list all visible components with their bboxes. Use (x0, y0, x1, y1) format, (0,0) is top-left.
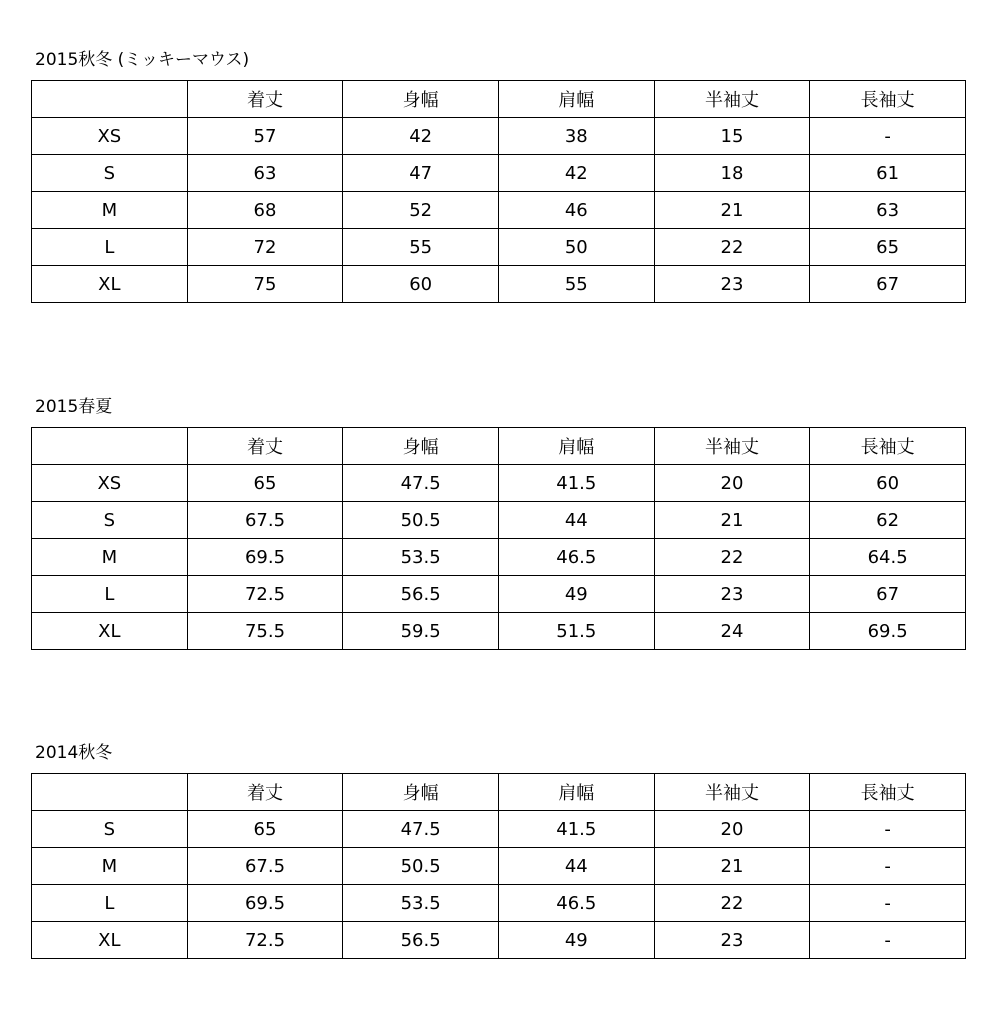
table-cell: 44 (498, 502, 654, 539)
size-label-cell: S (32, 155, 188, 192)
section-title: 2015秋冬 (ミッキーマウス) (35, 50, 250, 70)
table-row (32, 848, 966, 885)
table-cell: 23 (654, 266, 810, 303)
header-cell: 身幅 (343, 428, 499, 465)
table-cell: 38 (498, 118, 654, 155)
size-label-cell: XS (32, 465, 188, 502)
header-cell: 着丈 (187, 774, 343, 811)
table-cell: 63 (187, 155, 343, 192)
table-cell: 15 (654, 118, 810, 155)
table-cell: 46.5 (498, 539, 654, 576)
table-cell: 53.5 (343, 885, 499, 922)
size-label-cell: L (32, 229, 188, 266)
table-row (32, 922, 966, 959)
size-label-cell: XL (32, 922, 188, 959)
size-label-cell: S (32, 502, 188, 539)
table-cell: 41.5 (498, 465, 654, 502)
table-cell: 69.5 (810, 613, 966, 650)
table-cell: 21 (654, 502, 810, 539)
table-cell: 46.5 (498, 885, 654, 922)
header-cell: 着丈 (187, 428, 343, 465)
table-row (32, 502, 966, 539)
table-row (32, 192, 966, 229)
table-cell: 51.5 (498, 613, 654, 650)
table-cell: - (810, 848, 966, 885)
header-cell: 身幅 (343, 81, 499, 118)
size-label-cell: XL (32, 266, 188, 303)
table-row (32, 229, 966, 266)
table-cell: 65 (187, 811, 343, 848)
table-cell: 47.5 (343, 465, 499, 502)
size-table (31, 427, 966, 650)
header-cell: 着丈 (187, 81, 343, 118)
table-cell: 67.5 (187, 848, 343, 885)
table-row (32, 155, 966, 192)
table-cell: 50.5 (343, 502, 499, 539)
table-cell: 20 (654, 811, 810, 848)
table-cell: 49 (498, 576, 654, 613)
table-cell: 41.5 (498, 811, 654, 848)
table-row (32, 118, 966, 155)
table-cell: 72 (187, 229, 343, 266)
header-cell: 半袖丈 (654, 428, 810, 465)
table-header-row (32, 774, 966, 811)
table-cell: 20 (654, 465, 810, 502)
table-cell: 62 (810, 502, 966, 539)
header-cell: 長袖丈 (810, 81, 966, 118)
header-cell: 肩幅 (498, 81, 654, 118)
table-cell: 63 (810, 192, 966, 229)
table-cell: 44 (498, 848, 654, 885)
table-cell: 67 (810, 576, 966, 613)
table-cell: 22 (654, 885, 810, 922)
table-cell: 60 (343, 266, 499, 303)
section-title: 2014秋冬 (35, 743, 113, 763)
table-cell: 68 (187, 192, 343, 229)
size-label-cell: M (32, 192, 188, 229)
size-label-cell: S (32, 811, 188, 848)
table-header-row (32, 81, 966, 118)
header-cell: 肩幅 (498, 428, 654, 465)
table-header-row (32, 428, 966, 465)
section-title: 2015春夏 (35, 397, 113, 417)
table-row (32, 885, 966, 922)
table-cell: 69.5 (187, 539, 343, 576)
table-cell: 65 (187, 465, 343, 502)
table-cell: 56.5 (343, 922, 499, 959)
table-cell: 52 (343, 192, 499, 229)
table-row (32, 576, 966, 613)
table-row (32, 465, 966, 502)
table-cell: 60 (810, 465, 966, 502)
table-cell: 42 (343, 118, 499, 155)
table-cell: - (810, 885, 966, 922)
table-cell: 49 (498, 922, 654, 959)
table-cell: 42 (498, 155, 654, 192)
table-cell: - (810, 118, 966, 155)
table-cell: 46 (498, 192, 654, 229)
table-cell: 23 (654, 922, 810, 959)
table-cell: 55 (498, 266, 654, 303)
size-label-cell: M (32, 848, 188, 885)
size-table (31, 773, 966, 959)
size-label-cell: XS (32, 118, 188, 155)
header-cell (32, 774, 188, 811)
table-row (32, 613, 966, 650)
table-cell: 55 (343, 229, 499, 266)
table-cell: 21 (654, 192, 810, 229)
table-cell: 24 (654, 613, 810, 650)
table-cell: - (810, 811, 966, 848)
table-row (32, 266, 966, 303)
header-cell: 半袖丈 (654, 81, 810, 118)
table-cell: 64.5 (810, 539, 966, 576)
header-cell: 長袖丈 (810, 774, 966, 811)
table-cell: 21 (654, 848, 810, 885)
table-cell: 53.5 (343, 539, 499, 576)
table-cell: 18 (654, 155, 810, 192)
table-cell: 57 (187, 118, 343, 155)
table-cell: 72.5 (187, 922, 343, 959)
table-cell: 50.5 (343, 848, 499, 885)
header-cell (32, 428, 188, 465)
table-cell: 67.5 (187, 502, 343, 539)
header-cell: 身幅 (343, 774, 499, 811)
size-label-cell: M (32, 539, 188, 576)
table-cell: 61 (810, 155, 966, 192)
table-cell: 47.5 (343, 811, 499, 848)
table-cell: 75 (187, 266, 343, 303)
table-row (32, 811, 966, 848)
table-cell: 50 (498, 229, 654, 266)
size-table (31, 80, 966, 303)
table-cell: 69.5 (187, 885, 343, 922)
table-cell: 56.5 (343, 576, 499, 613)
header-cell (32, 81, 188, 118)
size-label-cell: XL (32, 613, 188, 650)
table-cell: 22 (654, 229, 810, 266)
header-cell: 長袖丈 (810, 428, 966, 465)
table-cell: 67 (810, 266, 966, 303)
size-label-cell: L (32, 576, 188, 613)
header-cell: 肩幅 (498, 774, 654, 811)
table-cell: 47 (343, 155, 499, 192)
header-cell: 半袖丈 (654, 774, 810, 811)
table-cell: 65 (810, 229, 966, 266)
table-cell: 59.5 (343, 613, 499, 650)
table-cell: - (810, 922, 966, 959)
table-row (32, 539, 966, 576)
table-cell: 23 (654, 576, 810, 613)
table-cell: 75.5 (187, 613, 343, 650)
table-cell: 22 (654, 539, 810, 576)
table-cell: 72.5 (187, 576, 343, 613)
size-label-cell: L (32, 885, 188, 922)
